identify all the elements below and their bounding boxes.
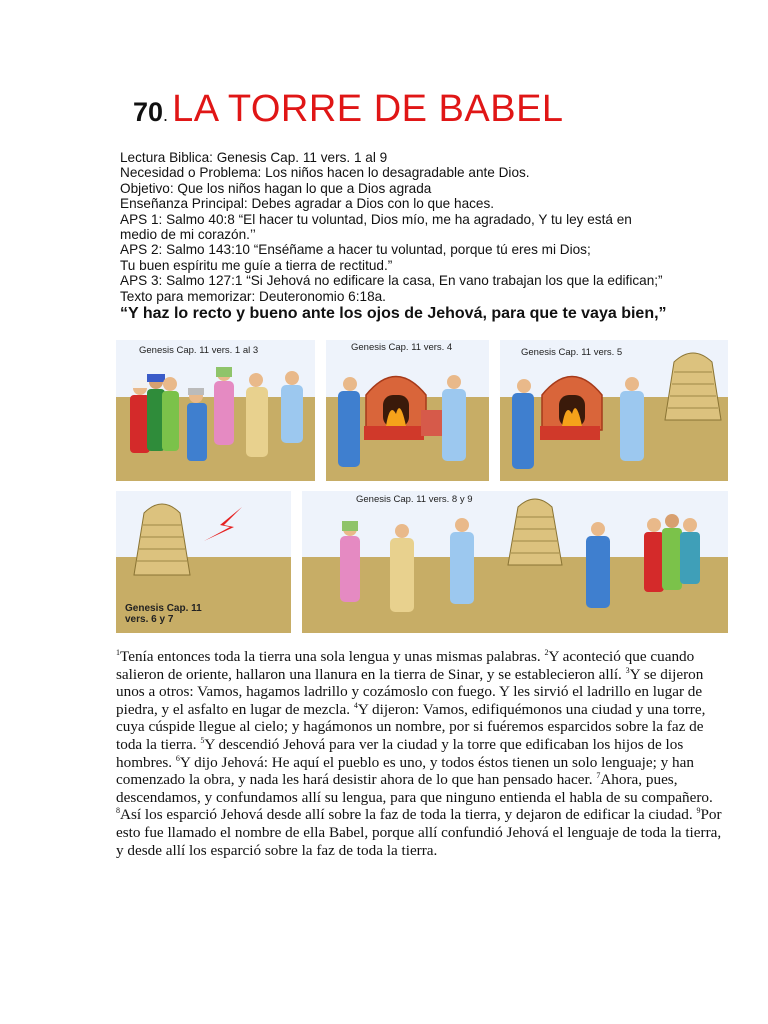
info-line: APS 2: Salmo 143:10 “Enséñame a hacer tu voluntad, porque tú eres mi Dios; — [120, 242, 591, 258]
illustration-panel-3 — [500, 340, 728, 481]
verse-number: 2 — [544, 647, 549, 657]
verse-text: Y dijeron: Vamos, edifiquémonos una ciudad y una torre, cuya cúspide llegue al cielo; y hagámonos un nombre, por si fuéremos esparcidos sobre la faz de toda la tierra. — [116, 700, 706, 753]
verse-text: Y dijo Jehová: He aquí el pueblo es uno, y todos éstos tienen un solo lenguaje; y han comenzado la obra, y nada les hará desistir ahora de lo que han pensado hacer. — [116, 753, 694, 789]
verse-number: 6 — [175, 753, 180, 763]
verse-number: 4 — [353, 700, 358, 710]
info-line: Texto para memorizar: Deuteronomio 6:18a. — [120, 288, 386, 304]
panel-caption: Genesis Cap. 11 vers. 1 al 3 — [139, 345, 259, 356]
info-line: Lectura Biblica: Genesis Cap. 11 vers. 1 al 9 — [120, 150, 388, 165]
verse-number: 7 — [596, 771, 601, 781]
panel-caption — [125, 603, 202, 625]
brick-kiln-illustration — [326, 340, 489, 481]
panel-caption: Genesis Cap. 11 vers. 4 — [351, 342, 453, 353]
info-line: Objetivo: Que los niños hagan lo que a Dios agrada — [120, 180, 432, 196]
verse-text: Tenía entonces toda la tierra una sola lengua y unas mismas palabras. — [120, 648, 541, 665]
info-line: Tu buen espíritu me guíe a tierra de rectitud.” — [120, 257, 393, 273]
illustration-panel-1 — [116, 340, 315, 481]
illustration-panel-4 — [116, 491, 291, 633]
people-scattering-illustration — [302, 491, 728, 633]
verse-text: Así los esparció Jehová desde allí sobre la faz de toda la tierra, y dejaron de edificar la ciudad. — [120, 806, 693, 824]
illustration-panel-2 — [326, 340, 489, 481]
verse-number: 5 — [200, 735, 205, 745]
illustration-panel-5 — [302, 491, 728, 633]
info-line: Necesidad o Problema: Los niños hacen lo desagradable ante Dios. — [120, 165, 530, 181]
panel-caption: Genesis Cap. 11 vers. 8 y 9 — [356, 494, 473, 505]
verse-text: Por esto fue llamado el nombre de ella Babel, porque allí confundió Jehová el lenguaje de toda la tierra, y desde allí los esparció sobre la faz de toda la tierra. — [116, 806, 722, 859]
info-line: APS 1: Salmo 40:8 “El hacer tu voluntad, Dios mío, me ha agradado, Y tu ley está en — [120, 211, 632, 227]
lesson-title — [133, 88, 564, 131]
panel-caption: Genesis Cap. 11 vers. 5 — [521, 347, 623, 358]
verse-number: 9 — [696, 806, 701, 816]
memory-verse: “Y haz lo recto y bueno ante los ojos de Jehová, para que te vaya bien,” — [120, 305, 667, 323]
info-line: Enseñanza Principal: Debes agradar a Dios con lo que haces. — [120, 196, 495, 212]
kiln-and-tower-illustration — [500, 340, 728, 481]
people-gathering-illustration — [116, 340, 315, 481]
verse-text: Y se dijeron unos a otros: Vamos, hagamos ladrillo y cozámoslo con fuego. Y les sirvió el ladrillo en lugar de piedra, y el asfalto en lugar de mezcla. — [116, 665, 704, 718]
panel-caption-line: Genesis Cap. 11 — [125, 603, 202, 614]
verse-number: 1 — [116, 647, 120, 657]
verse-number: 3 — [625, 665, 630, 675]
lesson-number: 70 — [133, 97, 164, 127]
verse-text: Y descendió Jehová para ver la ciudad y la torre que edificaban los hijos de los hombres. — [116, 735, 684, 771]
page-title: LA TORRE DE BABEL — [172, 88, 564, 130]
info-line: medio de mi corazón.’’ — [120, 227, 256, 243]
lesson-info — [120, 150, 730, 321]
verse-text: Ahora, pues, descendamos, y confundamos allí su lengua, para que ninguno entienda el habla de su compañero. — [116, 771, 713, 806]
panel-caption-line: vers. 6 y 7 — [125, 614, 174, 625]
lightning-icon — [204, 507, 242, 541]
lesson-number-dot: . — [163, 105, 169, 125]
info-line: APS 3: Salmo 127:1 “Si Jehová no edificare la casa, En vano trabajan los que la edifican;” — [120, 273, 663, 289]
scripture-text — [116, 648, 726, 859]
verse-text: Y aconteció que cuando salieron de oriente, hallaron una llanura en la tierra de Sinar, y se establecieron allí. — [116, 648, 695, 683]
verse-number: 8 — [116, 806, 120, 816]
